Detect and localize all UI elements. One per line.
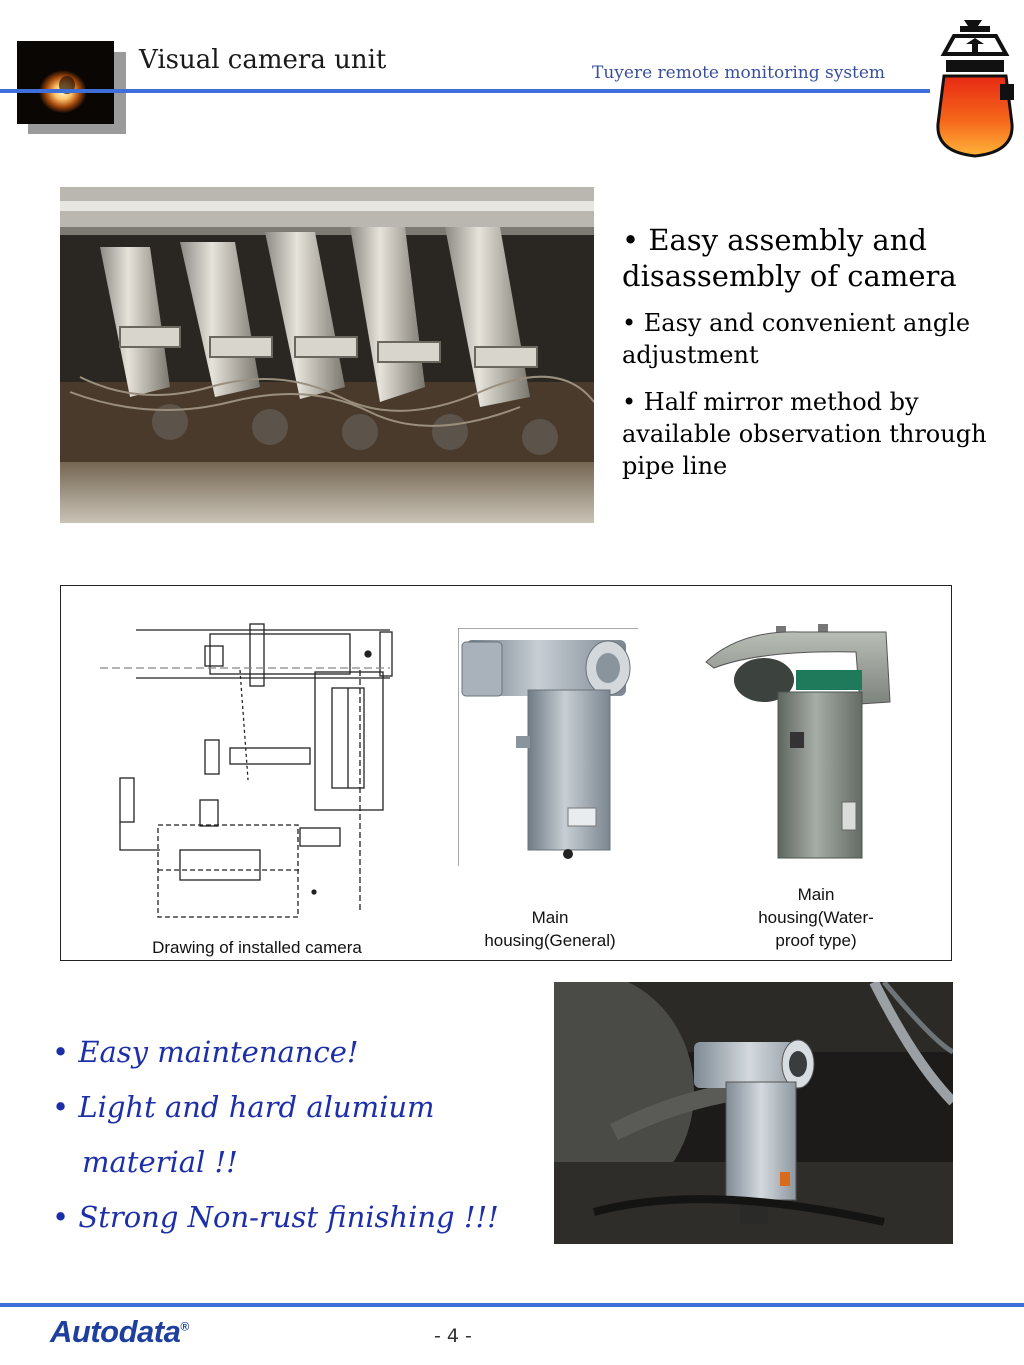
header-divider [0, 89, 932, 93]
installed-camera-drawing [100, 610, 410, 920]
feature-light-hard-continued: material !! [82, 1145, 238, 1179]
general-housing-caption: Main housing(General) [484, 908, 616, 950]
brand-name: Autodata [50, 1314, 181, 1349]
trademark-mark: ® [180, 1319, 189, 1334]
feature-non-rust: • Strong Non-rust finishing !!! [52, 1200, 499, 1234]
drawing-caption: Drawing of installed camera [152, 938, 362, 957]
flame-logo-image [17, 41, 114, 124]
waterproof-housing-caption: Main housing(Water-proof type) [758, 885, 874, 950]
autodata-logo [50, 1314, 189, 1350]
housing-general-photo [458, 628, 638, 866]
housing-waterproof-photo [700, 622, 900, 862]
tuyere-installation-photo [60, 187, 594, 523]
feature-item: • Easy assembly and disassembly of camera [622, 223, 957, 293]
page-subtitle: Tuyere remote monitoring system [592, 63, 886, 83]
feature-easy-maintenance: • Easy maintenance! [52, 1035, 359, 1069]
feature-item: • Half mirror method by available observation through pipe line [622, 388, 987, 480]
page-number: - 4 - [434, 1325, 472, 1347]
footer-divider [0, 1303, 1024, 1307]
furnace-emblem-icon [930, 14, 1020, 162]
feature-list-top [622, 222, 1002, 497]
installed-camera-photo [554, 982, 953, 1244]
feature-light-hard: • Light and hard alumium [52, 1090, 435, 1124]
feature-item: • Easy and convenient angle adjustment [622, 309, 971, 369]
page-title: Visual camera unit [139, 45, 387, 75]
